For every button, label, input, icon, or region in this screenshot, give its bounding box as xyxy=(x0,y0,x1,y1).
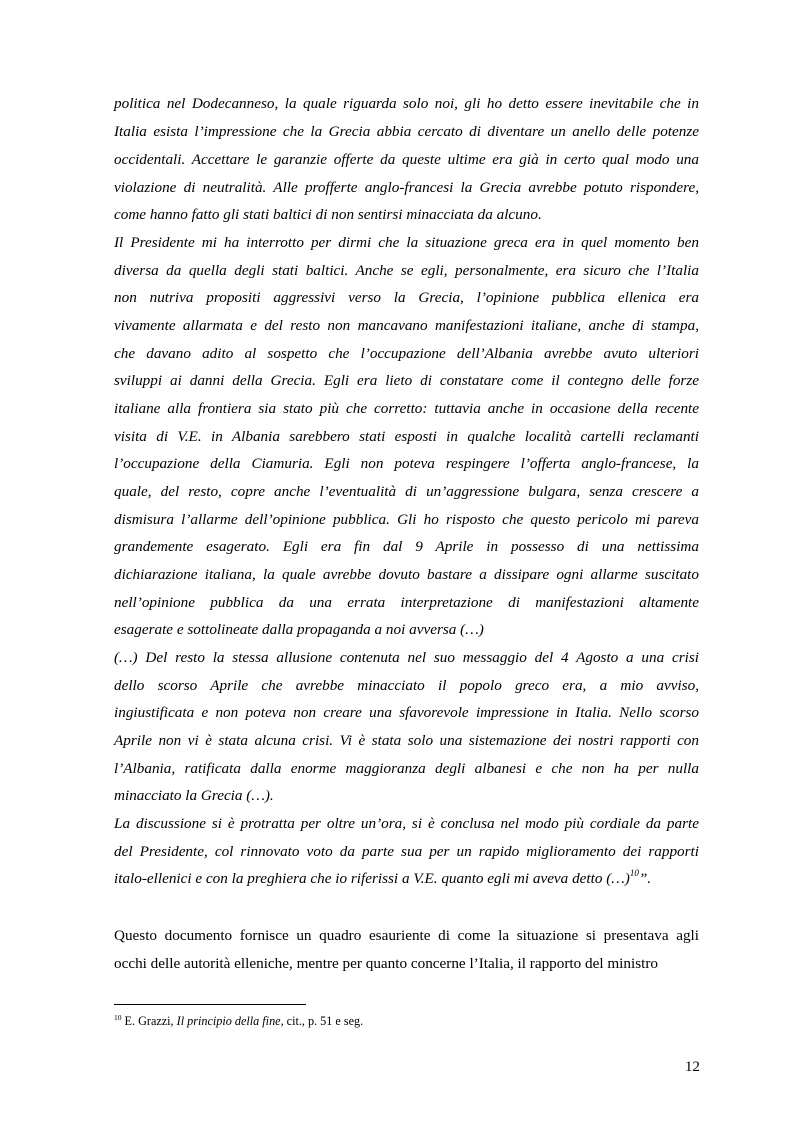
text-line: sviluppi ai danni della Grecia. Egli era lieto di constatare come il contegno delle forze xyxy=(114,372,699,389)
text-line: Questo documento fornisce un quadro esauriente di come la situazione si presentava agli xyxy=(114,927,699,944)
text-line: grandemente esagerato. Egli era fin dal 9 Aprile in possesso di una nettissima xyxy=(114,538,699,555)
text-line: Italia esista l’impressione che la Grecia abbia cercato di diventare un anello delle potenze xyxy=(114,123,699,140)
text-line: ingiustificata e non poteva non creare una sfavorevole impressione in Italia. Nello scorso xyxy=(114,704,699,721)
text-line: l’Albania, ratificata dalla enorme maggioranza degli albanesi e che non ha per nulla xyxy=(114,760,699,777)
text-line: italiane alla frontiera sia stato più che corretto: tuttavia anche in occasione della recente xyxy=(114,400,699,417)
footnote-divider xyxy=(114,1004,306,1005)
text-line: l’occupazione della Ciamuria. Egli non poteva respingere l’offerta anglo-francese, la xyxy=(114,455,699,472)
footnote-author: E. Grazzi, xyxy=(124,1014,174,1028)
page-number: 12 xyxy=(684,1058,700,1075)
text-line: Aprile non vi è stata alcuna crisi. Vi è stata solo una sistemazione dei nostri rapporti con xyxy=(114,732,699,749)
text-line: Il Presidente mi ha interrotto per dirmi che la situazione greca era in quel momento ben xyxy=(114,234,699,251)
text-line: quale, del resto, copre anche l’eventualità di un’aggressione bulgara, senza crescere a xyxy=(114,483,699,500)
text-line: non nutriva propositi aggressivi verso la Grecia, l’opinione pubblica ellenica era xyxy=(114,289,699,306)
text-line-content: italo-ellenici e con la preghiera che io riferissi a V.E. quanto egli mi aveva detto (…) xyxy=(114,870,630,887)
text-line: del Presidente, col rinnovato voto da parte sua per un rapido miglioramento dei rapporti xyxy=(114,843,699,860)
closing-quote: ”. xyxy=(638,870,652,887)
text-line: minacciato la Grecia (…). xyxy=(114,787,274,804)
text-line: occhi delle autorità elleniche, mentre per quanto concerne l’Italia, il rapporto del ministro xyxy=(114,955,658,972)
text-line: che davano adito al sospetto che l’occupazione dell’Albania avrebbe avuto ulteriori xyxy=(114,345,699,362)
text-line xyxy=(114,865,699,892)
text-line: politica nel Dodecanneso, la quale riguarda solo noi, gli ho detto essere inevitabile che in xyxy=(114,95,699,112)
text-line: violazione di neutralità. Alle profferte anglo-francesi la Grecia avrebbe potuto rispondere, xyxy=(114,179,699,196)
text-line: vivamente allarmata e del resto non mancavano manifestazioni italiane, anche di stampa, xyxy=(114,317,699,334)
text-line: visita di V.E. in Albania sarebbero stati esposti in qualche località cartelli reclamanti xyxy=(114,428,699,445)
footnote-citation: , cit., p. 51 e seg. xyxy=(280,1014,364,1028)
text-line: diversa da quella degli stati baltici. Anche se egli, personalmente, era sicuro che l’Italia xyxy=(114,262,699,279)
text-line: esagerate e sottolineate dalla propaganda a noi avversa (…) xyxy=(114,621,484,638)
footnote-reference[interactable]: 10 xyxy=(629,868,639,878)
footnote xyxy=(114,1013,699,1029)
text-line: La discussione si è protratta per oltre un’ora, si è conclusa nel modo più cordiale da parte xyxy=(114,815,699,832)
text-line: occidentali. Accettare le garanzie offerte da queste ultime era già in certo qual modo una xyxy=(114,151,699,168)
footnote-title: Il principio della fine xyxy=(176,1014,281,1028)
footnote-number: 10 xyxy=(114,1013,122,1022)
text-line: dichiarazione italiana, la quale avrebbe dovuto bastare a dissipare ogni allarme suscitato xyxy=(114,566,699,583)
text-line: dello scorso Aprile che avrebbe minacciato il popolo greco era, a mio avviso, xyxy=(114,677,699,694)
text-line: dismisura l’allarme dell’opinione pubblica. Gli ho risposto che questo pericolo mi pareva xyxy=(114,511,699,528)
text-line: (…) Del resto la stessa allusione contenuta nel suo messaggio del 4 Agosto a una crisi xyxy=(114,649,699,666)
text-line: come hanno fatto gli stati baltici di non sentirsi minacciata da alcuno. xyxy=(114,206,542,223)
text-line: nell’opinione pubblica da una errata interpretazione di manifestazioni altamente xyxy=(114,594,699,611)
